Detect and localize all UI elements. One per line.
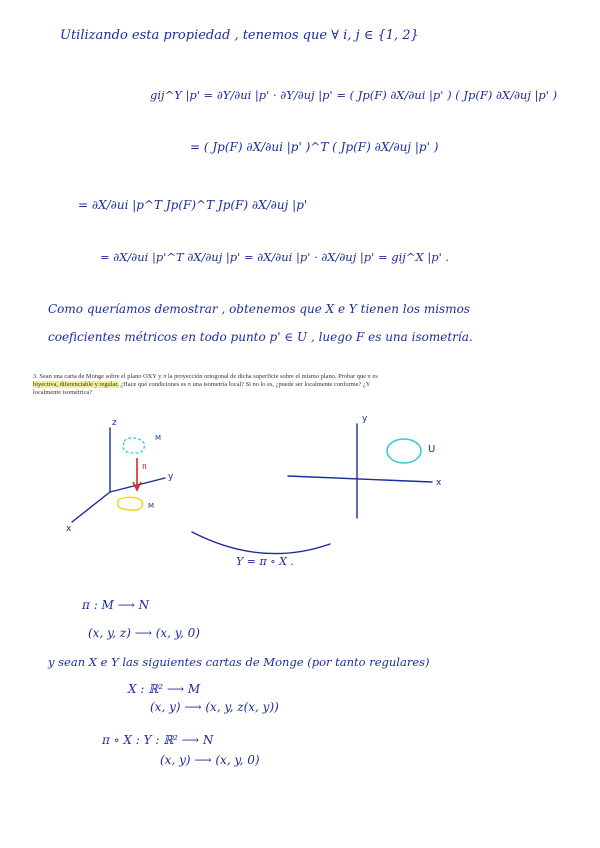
domain-label: U — [428, 444, 436, 455]
chart-x-mapping: (x, y) ⟶ (x, y, z(x, y)) — [150, 700, 279, 714]
surface-blob — [123, 438, 144, 453]
plane-axis-x-line — [288, 476, 432, 482]
projected-label: M — [148, 502, 155, 510]
equation-2: = ( Jp(F) ∂X/∂ui |p' )^T ( Jp(F) ∂X/∂uj |p' ) — [190, 140, 439, 154]
intro-line: Utilizando esta propiedad , tenemos que ∀ i, j ∈ {1, 2} — [60, 28, 419, 43]
projected-blob — [118, 497, 142, 510]
conclusion-line-1: Como queríamos demostrar , obtenemos que X e Y tienen los mismos — [48, 302, 470, 316]
equation-4: = ∂X/∂ui |p'^T ∂X/∂uj |p' = ∂X/∂ui |p' · ∂X/∂uj |p' = gij^X |p' . — [100, 250, 450, 264]
plane-axis-x-label: x — [436, 478, 442, 488]
chart-pix-definition: π ∘ X : Y : ℝ² ⟶ N — [102, 733, 214, 747]
problem-number: 3. — [33, 373, 38, 380]
axis-x-label: x — [66, 524, 72, 534]
chart-pix-mapping: (x, y) ⟶ (x, y, 0) — [160, 753, 260, 767]
problem-text-a: Sean — [39, 373, 52, 380]
problem-text-b: una carta de Monge sobre el plano OXY y π la proyección ortogonal de dicha superficie sobre el mismo plano. Probar que π es — [53, 373, 378, 380]
surface-label: M — [155, 434, 162, 442]
pi-mapping: (x, y, z) ⟶ (x, y, 0) — [88, 626, 200, 640]
projection-label: π — [142, 462, 147, 471]
equation-1: gij^Y |p' = ∂Y/∂ui |p' · ∂Y/∂uj |p' = ( Jp(F) ∂X/∂ui |p' ) ( Jp(F) ∂X/∂uj |p' ) — [150, 88, 558, 102]
problem-highlight: biyectiva, diferenciable y regular. — [33, 381, 119, 388]
axis-y-label: y — [168, 472, 174, 482]
conclusion-line-2: coeficientes métricos en todo punto p' ∈ U , luego F es una isometría. — [48, 330, 473, 344]
equation-3: = ∂X/∂ui |p^T Jp(F)^T Jp(F) ∂X/∂uj |p' — [78, 198, 308, 212]
charts-intro: y sean X e Y las siguientes cartas de Monge (por tanto regulares) — [48, 655, 430, 669]
problem-text-c: ¿Hace qué condiciones es π una isometría local? Si no lo es, ¿puede ser localmente conforme? ¿Y localmente isométrica? — [33, 381, 371, 396]
pi-definition: π : M ⟶ N — [82, 598, 150, 612]
domain-ellipse — [387, 439, 421, 463]
composition-label: Y = π ∘ X . — [236, 555, 294, 568]
chart-x-definition: X : ℝ² ⟶ M — [128, 682, 201, 696]
axis-x-line — [72, 492, 110, 522]
plane-axis-y-label: y — [362, 414, 368, 424]
axis-z-label: z — [112, 418, 117, 428]
composition-curve — [192, 532, 330, 554]
